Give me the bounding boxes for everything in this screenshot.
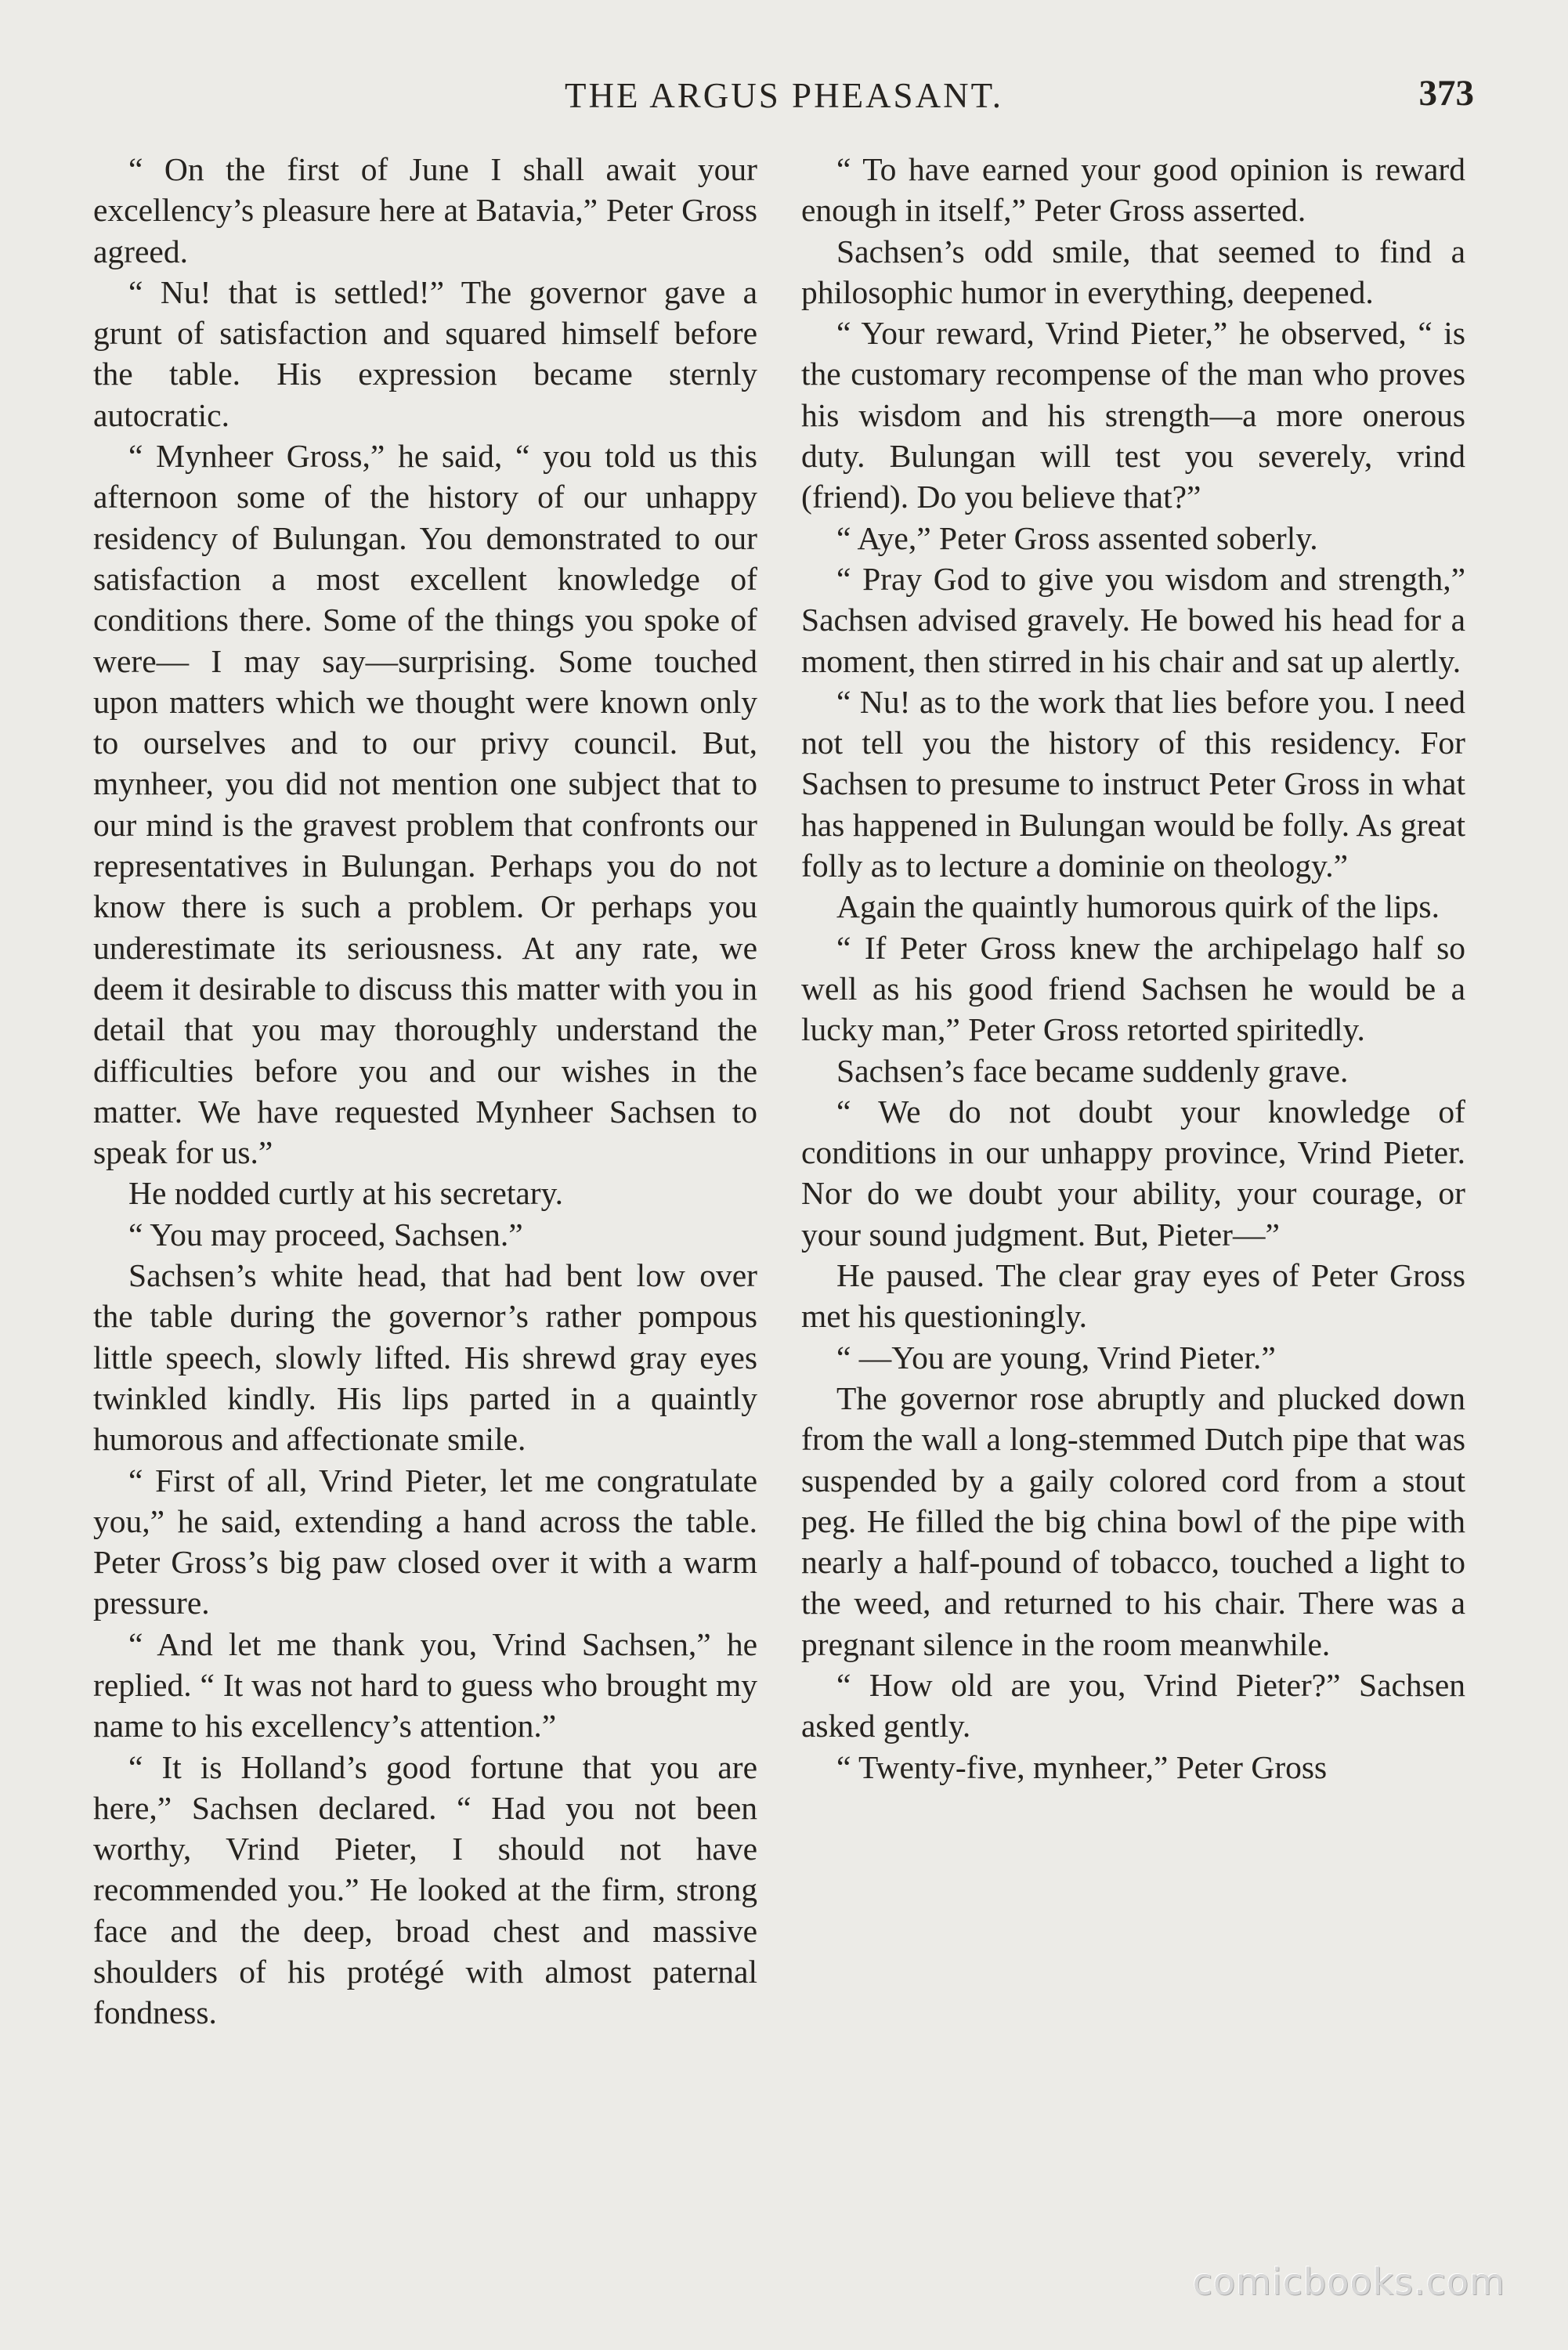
paragraph: “ Pray God to give you wisdom and strength,” Sachsen advised gravely. He bowed his head for a moment, then stirred in his chair and sat up alertly. [801, 560, 1465, 679]
paragraph: “ First of all, Vrind Pieter, let me congratulate you,” he said, extending a hand across the table. Peter Gross’s big paw closed over it with a warm pressure. [93, 1462, 757, 1622]
paragraph: “ How old are you, Vrind Pieter?” Sachsen asked gently. [801, 1666, 1465, 1744]
paragraph: “ On the first of June I shall await your excellency’s pleasure here at Batavia,” Peter Gross agreed. [93, 151, 757, 269]
paragraph: “ Nu! as to the work that lies before you. I need not tell you the history of this residency. For Sachsen to presume to instruct Peter Gross in what has happened in Bulungan would be folly. As great folly as to lecture a dominie on theology.” [801, 683, 1465, 884]
paragraph: Sachsen’s face became suddenly grave. [836, 1052, 1349, 1089]
page-header [0, 69, 1568, 124]
paragraph: “ If Peter Gross knew the archipelago half so well as his good friend Sachsen he would be a lucky man,” Peter Gross retorted spiritedly. [801, 929, 1465, 1048]
paragraph: “ To have earned your good opinion is reward enough in itself,” Peter Gross asserted. [801, 151, 1465, 229]
paragraph: Again the quaintly humorous quirk of the lips. [836, 888, 1440, 925]
paragraph: “ —You are young, Vrind Pieter.” [836, 1339, 1276, 1376]
paragraph: The governor rose abruptly and plucked down from the wall a long-stemmed Dutch pipe that was suspended by a gaily colored cord from a stout peg. He filled the big china bowl of the pipe with nearly a half-pound of tobacco, touched a light to the weed, and returned to his chair. There was a pregnant silence in the room meanwhile. [801, 1379, 1465, 1662]
paragraph: “ It is Holland’s good fortune that you are here,” Sachsen declared. “ Had you not been worthy, Vrind Pieter, I should not have recommended you.” He looked at the firm, strong face and the deep, broad chest and massive shoulders of his protégé with almost paternal fondness. [93, 1748, 757, 2031]
paragraph: “ You may proceed, Sachsen.” [128, 1216, 523, 1253]
page-number: 373 [1418, 73, 1474, 114]
paragraph: “ Nu! that is settled!” The governor gave a grunt of satisfaction and squared himself before the table. His expression became sternly autocratic. [93, 273, 757, 433]
running-title: THE ARGUS PHEASANT. [565, 76, 1003, 115]
left-column [93, 149, 757, 2034]
paragraph: “ And let me thank you, Vrind Sachsen,” he replied. “ It was not hard to guess who brought my name to his excellency’s attention.” [93, 1625, 757, 1744]
paragraph: He paused. The clear gray eyes of Peter Gross met his questioningly. [801, 1257, 1465, 1335]
watermark: comicbooks.com [1192, 2261, 1505, 2303]
paragraph: “ We do not doubt your knowledge of conditions in our unhappy province, Vrind Pieter. Nor do we doubt your ability, your courage, or your sound judgment. But, Pieter—” [801, 1093, 1465, 1253]
paragraph: “ Aye,” Peter Gross assented soberly. [836, 519, 1318, 556]
paragraph: “ Your reward, Vrind Pieter,” he observed, “ is the customary recompense of the man who proves his wisdom and his strength—a more onerous duty. Bulungan will test you severely, vrind (friend). Do you believe that?” [801, 315, 1465, 515]
paragraph: Sachsen’s odd smile, that seemed to find a philosophic humor in everything, deepened. [801, 233, 1465, 310]
paragraph: He nodded curtly at his secretary. [128, 1175, 564, 1212]
right-column [801, 149, 1465, 1788]
paragraph: “ Twenty-five, mynheer,” Peter Gross [836, 1748, 1328, 1785]
paragraph: Sachsen’s white head, that had bent low over the table during the governor’s rather pompous little speech, slowly lifted. His shrewd gray eyes twinkled kindly. His lips parted in a quaintly humorous and affectionate smile. [93, 1257, 757, 1458]
paragraph: “ Mynheer Gross,” he said, “ you told us this afternoon some of the history of our unhappy residency of Bulungan. You demonstrated to our satisfaction a most excellent knowledge of conditions there. Some of the things you spoke of were— I may say—surprising. Some touched upon matters which we thought were known only to ourselves and to our privy council. But, mynheer, you did not mention one subject that to our mind is the gravest problem that confronts our representatives in Bulungan. Perhaps you do not know there is such a problem. Or perhaps you underestimate its seriousness. At any rate, we deem it desirable to discuss this matter with you in detail that you may thoroughly understand the difficulties before you and our wishes in the matter. We have requested Mynheer Sachsen to speak for us.” [93, 438, 757, 1171]
